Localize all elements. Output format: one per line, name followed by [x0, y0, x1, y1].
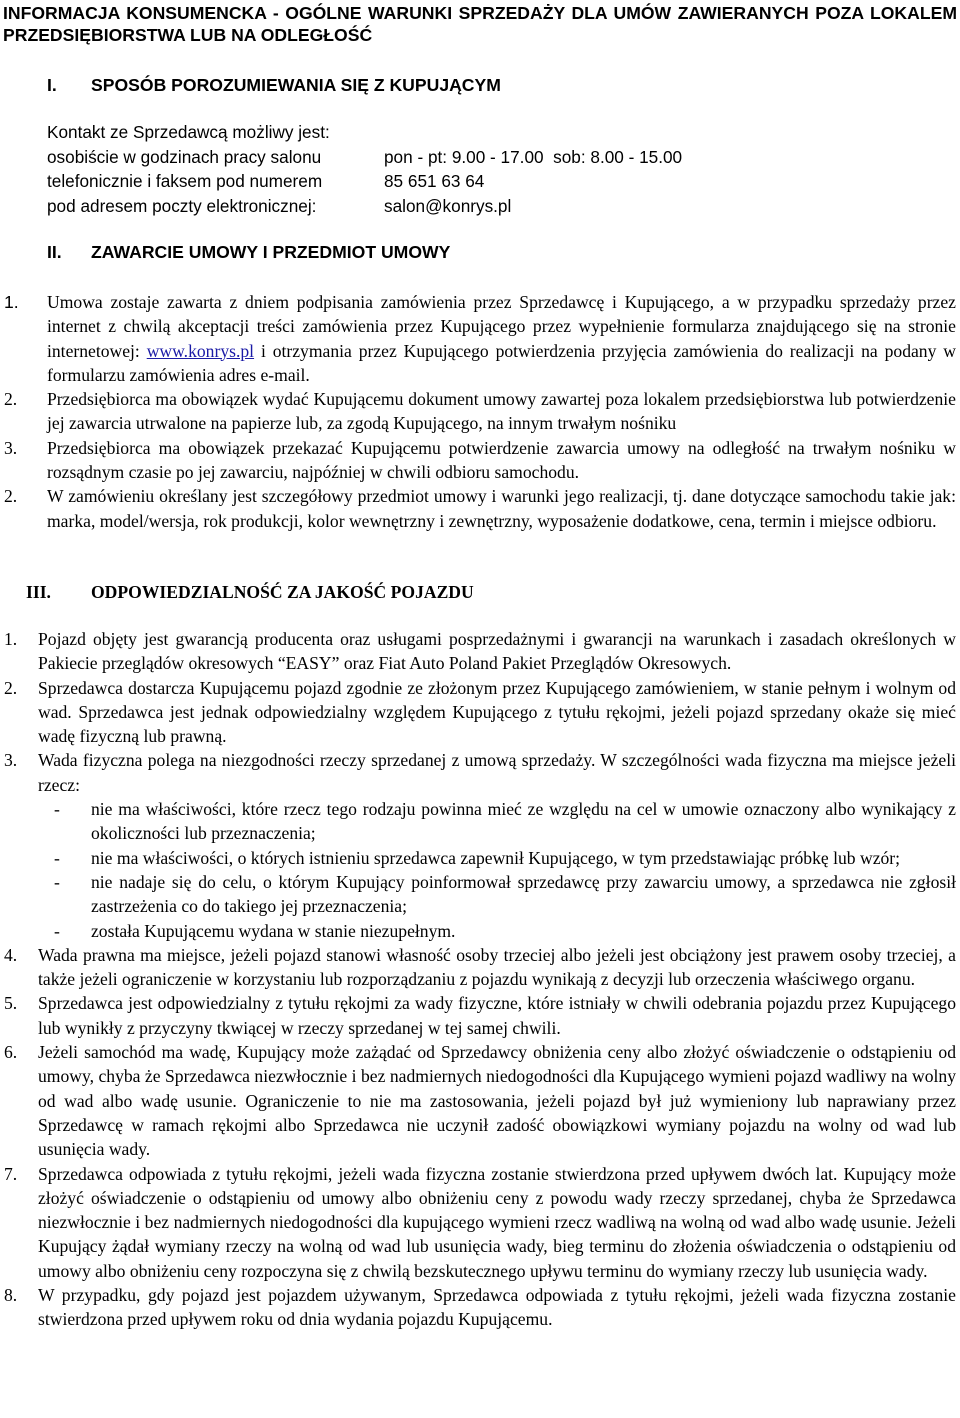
item-text: Pojazd objęty jest gwarancją producenta oraz usługami posprzedażnymi i gwarancji na warunkach i zasadach określonych w Pakiecie przeglądów okresowych “EASY” oraz Fiat Auto Poland Pakiet Przeglądów Okresowych. — [38, 629, 956, 674]
dash-bullet: - — [54, 920, 60, 941]
list-item — [0, 387, 960, 436]
dash-bullet: - — [54, 799, 60, 820]
section-1-heading — [47, 73, 747, 97]
sub-item-text: nie nadaje się do celu, o którym Kupujący poinformował sprzedawcę przy zawarciu umowy, a sprzedawca nie zgłosił zastrzeżenia co do takiego jej przeznaczenia; — [91, 871, 956, 917]
section-1-number: I. — [47, 75, 57, 95]
dash-bullet: - — [54, 847, 60, 868]
item-text: Wada prawna ma miejsce, jeżeli pojazd stanowi własność osoby trzeciej albo jeżeli jest obciążony jest prawem osoby trzeciej, a także jeżeli ograniczenie w korzystaniu lub rozporządzaniu z pojazdu wynikają z decyzji lub orzeczenia właściwego organu. — [38, 944, 956, 990]
item-text: Jeżeli samochód ma wadę, Kupujący może zażądać od Sprzedawcy obniżenia ceny albo złożyć oświadczenie o odstąpieniu od umowy, chyba że Sprzedawca niezwłocznie i bez nadmiernych niedogodności dla Kupującego wymieni pojazd wadliwy na wolny od wad albo wadę usunie. Ograniczenie to nie ma zastosowania, jeżeli pojazd był już wymieniony lub naprawiany przez Sprzedawcę w ramach rękojmi albo Sprzedawca nie uczynił zadość obowiązkowi wymiany pojazdu na wolny od wad lub usunięcia wady. — [38, 1042, 956, 1160]
section-2-list — [0, 290, 960, 533]
list-item — [0, 290, 960, 387]
website-link[interactable]: www.konrys.pl — [146, 340, 255, 361]
item-number: 8. — [4, 1285, 18, 1306]
sub-list-item — [0, 797, 960, 846]
section-2-heading — [47, 240, 747, 264]
item-text: Sprzedawca jest odpowiedzialny z tytułu rękojmi za wady fizyczne, które istniały w chwili odebrania pojazdu przez Kupującego lub wynikły z przyczyny tkwiącej w rzeczy sprzedanej w tej samej chwili. — [38, 993, 956, 1038]
item-text: Umowa zostaje zawarta z dniem podpisania zamówienia przez Sprzedawcę i Kupującego, a w przypadku sprzedaży przez internet z chwilą akceptacji treści zamówienia przez Kupującego przez wypełnienie formularza znajdującego się na stronie internetowej: www.konrys.pl i otrzymania przez Kupującego potwierdzenia przyjęcia zamówienia do realizacji na podany w formularzu zamówienia adres e-mail. — [47, 292, 956, 385]
document-title: INFORMACJA KONSUMENCKA - OGÓLNE WARUNKI SPRZEDAŻY DLA UMÓW ZAWIERANYCH POZA LOKALEM PRZEDSIĘBIORSTWA LUB NA ODLEGŁOŚĆ — [3, 3, 957, 45]
item-number: 2. — [4, 486, 18, 507]
item-number: 2. — [4, 677, 18, 698]
section-3-list — [0, 627, 960, 1332]
section-1-title: SPOSÓB POROZUMIEWANIA SIĘ Z KUPUJĄCYM — [91, 75, 501, 95]
item-number: 3. — [4, 750, 18, 771]
contact-label: pod adresem poczty elektronicznej: — [47, 195, 317, 216]
list-item — [0, 676, 960, 749]
contact-value: salon@konrys.pl — [384, 195, 512, 216]
sub-list-item — [0, 870, 960, 919]
item-number: 1. — [4, 292, 19, 312]
item-text: Sprzedawca odpowiada z tytułu rękojmi, jeżeli wada fizyczna zostanie stwierdzona przed upływem dwóch lat. Kupujący może złożyć oświadczenie o odstąpieniu od umowy albo obniżeniu ceny z powodu wady rzeczy sprzedanej, chyba że Sprzedawca niezwłocznie i bez nadmiernych niedogodności dla kupującego wymieni rzecz wadliwą na wolną od wad albo wadę usunie. Jeżeli Kupujący żądał wymiany rzeczy na wolną od wad lub usunięcia wady, bieg terminu do złożenia oświadczenia o odstąpieniu od umowy albo obniżeniu ceny rozpoczyna się z chwilą bezskutecznego upływu terminu do wymiany rzeczy lub usunięcia wady. — [38, 1163, 956, 1281]
item-text: Wada fizyczna polega na niezgodności rzeczy sprzedanej z umową sprzedaży. W szczególności wada fizyczna ma miejsce jeżeli rzecz: — [38, 750, 956, 795]
sub-list-item — [0, 919, 960, 943]
contact-block — [47, 120, 927, 218]
list-item — [0, 748, 960, 797]
item-number: 7. — [4, 1163, 18, 1184]
sub-item-text: nie ma właściwości, które rzecz tego rodzaju powinna mieć ze względu na cel w umowie oznaczony albo wynikający z okoliczności lub przeznaczenia; — [91, 799, 956, 844]
item-number: 6. — [4, 1042, 18, 1063]
list-item — [0, 943, 960, 992]
section-3-heading — [26, 580, 726, 604]
item-number: 1. — [4, 629, 18, 649]
list-item — [0, 1162, 960, 1283]
list-item — [0, 991, 960, 1040]
list-item — [0, 627, 960, 676]
item-text: W zamówieniu określany jest szczegółowy przedmiot umowy i warunki jego realizacji, tj. dane dotyczące samochodu takie jak: marka, model/wersja, rok produkcji, kolor wewnętrzny i zewnętrzny, wyposażenie dodatkowe, cena, termin i miejsce odbioru. — [47, 486, 956, 531]
list-item — [0, 1283, 960, 1332]
item-number: 2. — [4, 389, 18, 410]
contact-value: 85 651 63 64 — [384, 171, 485, 191]
item-number: 5. — [4, 993, 18, 1014]
item-number: 3. — [4, 437, 18, 458]
contact-row-email — [47, 194, 927, 219]
item-text: Przedsiębiorca ma obowiązek przekazać Kupującemu potwierdzenie zawarcia umowy na odległość na trwałym nośniku w rozsądnym czasie po jej zawarciu, najpóźniej w chwili odbioru samochodu. — [47, 437, 956, 483]
item-text: Sprzedawca dostarcza Kupującemu pojazd zgodnie ze złożonym przez Kupującego zamówieniem, w stanie pełnym i wolnym od wad. Sprzedawca jest jednak odpowiedzialny względem Kupującego z tytułu rękojmi, jeżeli pojazd sprzedany okaże się mieć wadę fizyczną lub prawną. — [38, 677, 956, 747]
list-item — [0, 484, 960, 533]
contact-label: telefonicznie i faksem pod numerem — [47, 171, 323, 191]
section-2-title: ZAWARCIE UMOWY I PRZEDMIOT UMOWY — [91, 242, 451, 262]
list-item — [0, 1040, 960, 1161]
section-2-number: II. — [47, 242, 62, 262]
sub-item-text: nie ma właściwości, o których istnieniu sprzedawca zapewnił Kupującego, w tym przedstawiając próbkę lub wzór; — [91, 847, 901, 868]
contact-row-phone — [47, 169, 927, 194]
item-number: 4. — [4, 944, 18, 965]
sub-item-text: została Kupującemu wydana w stanie niezupełnym. — [91, 920, 456, 941]
section-3-title: ODPOWIEDZIALNOŚĆ ZA JAKOŚĆ POJAZDU — [91, 582, 474, 602]
contact-row-hours — [47, 145, 927, 170]
contact-label: osobiście w godzinach pracy salonu — [47, 146, 322, 167]
contact-intro: Kontakt ze Sprzedawcą możliwy jest: — [47, 122, 330, 142]
section-3-number: III. — [26, 582, 51, 602]
sub-list-item — [0, 846, 960, 870]
item-text: Przedsiębiorca ma obowiązek wydać Kupującemu dokument umowy zawartej poza lokalem przedsiębiorstwa lub potwierdzenie jej zawarcia utrwalone na papierze lub, za zgodą Kupującego, na innym trwałym nośniku — [47, 389, 956, 434]
contact-value: pon - pt: 9.00 - 17.00 sob: 8.00 - 15.00 — [384, 146, 683, 167]
item-text: W przypadku, gdy pojazd jest pojazdem używanym, Sprzedawca odpowiada z tytułu rękojmi, jeżeli wada fizyczna zostanie stwierdzona przed upływem roku od dnia wydania pojazdu Kupującemu. — [38, 1285, 956, 1330]
dash-bullet: - — [54, 871, 60, 892]
list-item — [0, 436, 960, 485]
